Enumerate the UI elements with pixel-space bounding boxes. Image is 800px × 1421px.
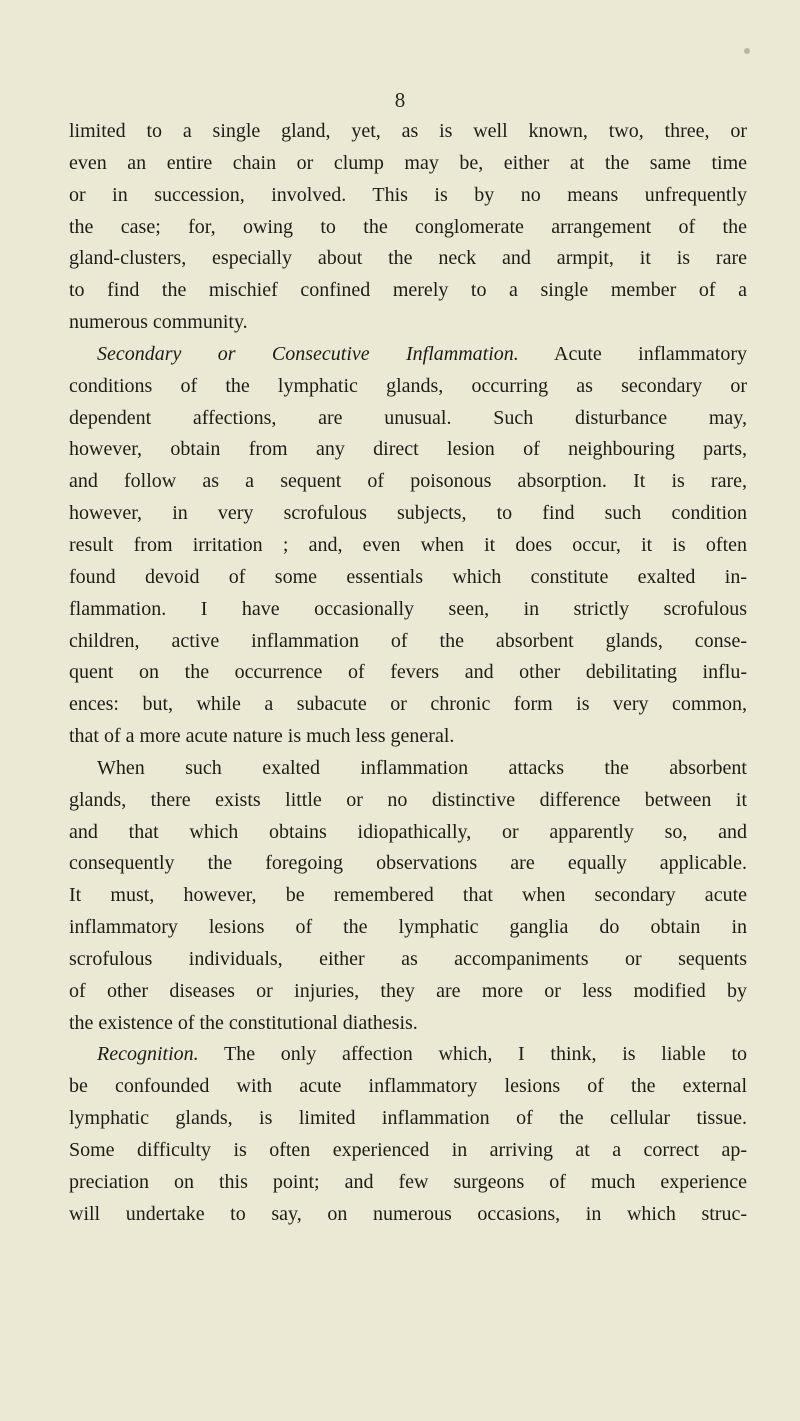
text-line: however, in very scrofulous subjects, to find such condition	[69, 502, 747, 525]
text-line: however, obtain from any direct lesion of neighbouring parts,	[69, 438, 747, 461]
text-line: scrofulous individuals, either as accompaniments or sequents	[69, 947, 747, 970]
text-line: conditions of the lymphatic glands, occurring as secondary or	[69, 374, 747, 397]
text-line: preciation on this point; and few surgeons of much experience	[69, 1170, 747, 1193]
body-text	[69, 116, 747, 1231]
section-line-text: The only affection which, I think, is liable to	[198, 1043, 747, 1066]
text-line: to find the mischief confined merely to a single member of a	[69, 279, 747, 302]
text-line: gland-clusters, especially about the neck and armpit, it is rare	[69, 247, 747, 270]
text-line: will undertake to say, on numerous occasions, in which struc-	[69, 1202, 747, 1225]
text-line: and follow as a sequent of poisonous absorption. It is rare,	[69, 470, 747, 493]
text-line: or in succession, involved. This is by no means unfrequently	[69, 183, 747, 206]
text-line: ences: but, while a subacute or chronic form is very common,	[69, 693, 747, 716]
text-line: lymphatic glands, is limited inflammation of the cellular tissue.	[69, 1107, 747, 1130]
text-line: consequently the foregoing observations are equally applicable.	[69, 852, 747, 875]
section-heading: Recognition.	[97, 1043, 199, 1066]
text-line: dependent affections, are unusual. Such disturbance may,	[69, 406, 747, 429]
section-line	[69, 1039, 747, 1071]
text-line: inflammatory lesions of the lymphatic ganglia do obtain in	[69, 916, 747, 939]
text-line: glands, there exists little or no distinctive difference between it	[69, 788, 747, 811]
text-line: the existence of the constitutional diathesis.	[69, 1011, 418, 1034]
page-number: 8	[394, 88, 406, 112]
text-line: When such exalted inflammation attacks the absorbent	[97, 756, 747, 779]
text-line: It must, however, be remembered that when secondary acute	[69, 884, 747, 907]
text-line: of other diseases or injuries, they are more or less modified by	[69, 979, 747, 1002]
text-line: and that which obtains idiopathically, or apparently so, and	[69, 820, 747, 843]
text-line: even an entire chain or clump may be, either at the same time	[69, 151, 747, 174]
ink-speck	[744, 48, 750, 54]
text-line: the case; for, owing to the conglomerate arrangement of the	[69, 215, 747, 238]
section-line-text: Acute inflammatory	[518, 342, 747, 365]
text-line: found devoid of some essentials which constitute exalted in-	[69, 565, 747, 588]
text-line: quent on the occurrence of fevers and other debilitating influ-	[69, 661, 747, 684]
text-line: numerous community.	[69, 311, 248, 334]
text-line: flammation. I have occasionally seen, in strictly scrofulous	[69, 597, 747, 620]
text-line: children, active inflammation of the absorbent glands, conse-	[69, 629, 747, 652]
text-line: that of a more acute nature is much less general.	[69, 725, 455, 748]
text-line: Some difficulty is often experienced in arriving at a correct ap-	[69, 1139, 747, 1161]
section-heading: Secondary or Consecutive Inflammation.	[97, 342, 519, 365]
text-line: result from irritation ; and, even when it does occur, it is often	[69, 533, 747, 556]
text-line: limited to a single gland, yet, as is well known, two, three, or	[69, 120, 747, 142]
text-line: be confounded with acute inflammatory lesions of the external	[69, 1075, 747, 1098]
section-line	[69, 339, 747, 371]
